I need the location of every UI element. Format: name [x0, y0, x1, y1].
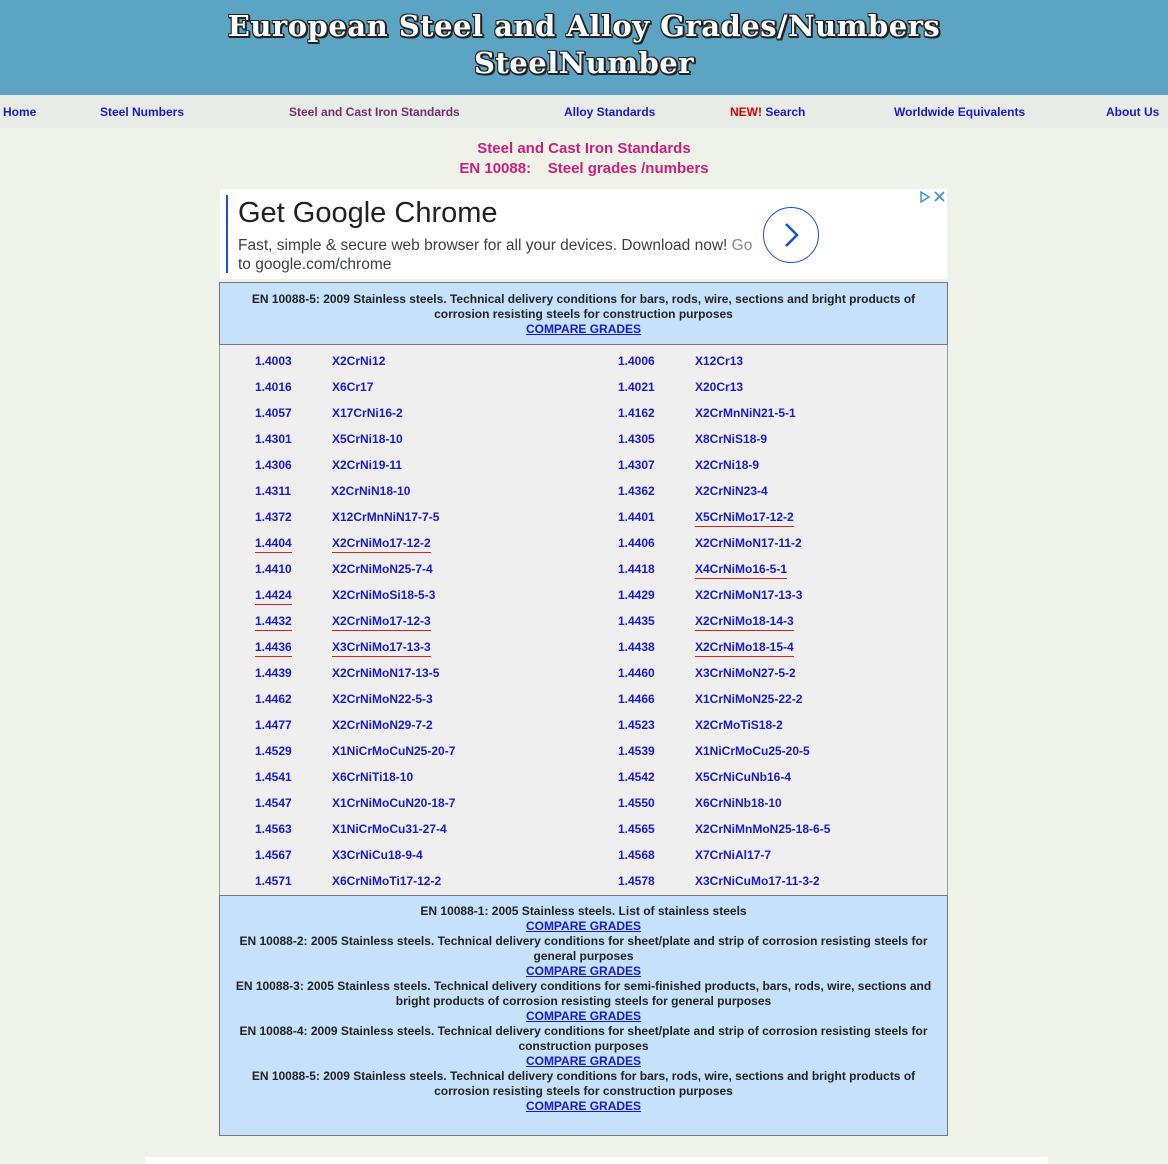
- grade-name-link[interactable]: X3CrNiCuMo17-11-3-2: [695, 874, 820, 888]
- page-heading: Steel and Cast Iron Standards: [477, 140, 691, 157]
- grade-number-link[interactable]: 1.4311: [255, 484, 292, 498]
- grade-number-link[interactable]: 1.4362: [618, 484, 655, 498]
- grade-number-link[interactable]: 1.4523: [618, 718, 655, 732]
- grade-number-link[interactable]: 1.4578: [618, 874, 655, 888]
- site-title-line2[interactable]: SteelNumber: [473, 46, 695, 80]
- grade-number-link[interactable]: 1.4406: [618, 536, 655, 550]
- grade-number-link[interactable]: 1.4541: [255, 770, 292, 784]
- standard-description: EN 10088-1: 2005 Stainless steels. List of stainless steels: [420, 904, 747, 918]
- grade-number-link[interactable]: 1.4057: [255, 406, 292, 420]
- nav-search-label: Search: [765, 105, 806, 119]
- grade-number-link[interactable]: 1.4466: [618, 692, 655, 706]
- grade-number-link[interactable]: 1.4435: [618, 614, 655, 628]
- grade-number-link[interactable]: 1.4438: [618, 640, 655, 654]
- grade-number-link[interactable]: 1.4460: [618, 666, 655, 680]
- grade-name-link[interactable]: X2CrNiN23-4: [695, 484, 768, 498]
- nav-worldwide-equivalents[interactable]: Worldwide Equivalents: [894, 105, 1026, 119]
- grade-number-link[interactable]: 1.4547: [255, 796, 292, 810]
- grade-name-link[interactable]: X1CrNiMoCuN20-18-7: [332, 796, 456, 810]
- grades-table: [219, 345, 948, 895]
- grade-number-link[interactable]: 1.4563: [255, 822, 292, 836]
- grade-name-link[interactable]: X6CrNiNb18-10: [695, 796, 782, 810]
- grade-number-link[interactable]: 1.4404: [255, 536, 292, 553]
- grade-number-link[interactable]: 1.4439: [255, 666, 292, 680]
- compare-grades-link[interactable]: COMPARE GRADES: [525, 1099, 642, 1113]
- grade-name-link[interactable]: X1NiCrMoCuN25-20-7: [332, 744, 456, 758]
- grade-name-link[interactable]: X2CrNiMoN29-7-2: [332, 718, 433, 732]
- grade-number-link[interactable]: 1.4429: [618, 588, 655, 602]
- grade-number-link[interactable]: 1.4571: [255, 874, 292, 888]
- grade-name-link[interactable]: X6CrNiMoTi17-12-2: [332, 874, 442, 888]
- grade-name-link[interactable]: X20Cr13: [695, 380, 744, 394]
- grade-number-link[interactable]: 1.4462: [255, 692, 292, 706]
- grade-name-link[interactable]: X2CrNiMoN17-11-2: [695, 536, 802, 550]
- grade-name-link[interactable]: X3CrNiCu18-9-4: [332, 848, 423, 862]
- grade-name-link[interactable]: X1NiCrMoCu31-27-4: [332, 822, 447, 836]
- grade-number-link[interactable]: 1.4418: [618, 562, 655, 576]
- page-subheading: EN 10088: Steel grades /numbers: [459, 160, 709, 177]
- site-header: [0, 0, 1168, 95]
- nav-search[interactable]: [730, 105, 805, 119]
- grade-name-link[interactable]: X2CrMnNiN21-5-1: [695, 406, 796, 420]
- grade-name-link[interactable]: X2CrNiMo17-12-2: [332, 536, 431, 553]
- grade-number-link[interactable]: 1.4567: [255, 848, 292, 862]
- grade-name-link[interactable]: X1CrNiMoN25-22-2: [695, 692, 803, 706]
- compare-grades-link[interactable]: COMPARE GRADES: [525, 322, 642, 336]
- ad-link: to google.com/chrome: [238, 256, 392, 273]
- compare-grades-link[interactable]: COMPARE GRADES: [525, 919, 642, 933]
- grade-number-link[interactable]: 1.4410: [255, 562, 292, 576]
- grade-number-link[interactable]: 1.4305: [618, 432, 655, 446]
- grade-name-link[interactable]: X3CrNiMo17-13-3: [332, 640, 431, 657]
- grade-number-link[interactable]: 1.4006: [618, 354, 655, 368]
- grade-name-link[interactable]: X2CrNiMo18-15-4: [695, 640, 794, 657]
- main-nav: [0, 95, 1168, 128]
- grade-name-link[interactable]: X6CrNiTi18-10: [332, 770, 414, 784]
- grade-name-link[interactable]: X3CrNiMoN27-5-2: [695, 666, 796, 680]
- grade-number-link[interactable]: 1.4542: [618, 770, 655, 784]
- grade-number-link[interactable]: 1.4529: [255, 744, 292, 758]
- nav-alloy-standards[interactable]: Alloy Standards: [564, 105, 656, 119]
- footer-strip: [145, 1157, 1048, 1164]
- grade-number-link[interactable]: 1.4016: [255, 380, 292, 394]
- compare-grades-link[interactable]: COMPARE GRADES: [525, 964, 642, 978]
- grade-name-link[interactable]: X2CrNiMnMoN25-18-6-5: [695, 822, 831, 836]
- grade-name-link[interactable]: X7CrNiAl17-7: [695, 848, 772, 862]
- standard-description: EN 10088-3: 2005 Stainless steels. Technical delivery conditions for semi-finished products, bars, rods, wire, sections and bright products of corrosion resisting steels for general purposes: [235, 979, 932, 1008]
- grade-name-link[interactable]: X4CrNiMo16-5-1: [695, 562, 787, 579]
- grade-name-link[interactable]: X5CrNi18-10: [332, 432, 403, 446]
- standards-list-box: [219, 895, 948, 1136]
- new-badge: NEW!: [730, 105, 762, 119]
- grade-name-link[interactable]: X2CrNi19-11: [332, 458, 403, 472]
- grade-number-link[interactable]: 1.4550: [618, 796, 655, 810]
- grade-name-link[interactable]: X17CrNi16-2: [332, 406, 403, 420]
- nav-home[interactable]: Home: [3, 105, 37, 119]
- standard-header-text: EN 10088-5: 2009 Stainless steels. Technical delivery conditions for bars, rods, wire, sections and bright products of corrosion resisting steels for construction purposes: [251, 292, 916, 321]
- grade-name-link[interactable]: X2CrNiMoN22-5-3: [332, 692, 433, 706]
- grade-name-link[interactable]: X2CrNiMo17-12-3: [332, 614, 431, 631]
- nav-about[interactable]: About Us: [1106, 105, 1160, 119]
- grade-number-link[interactable]: 1.4306: [255, 458, 292, 472]
- grade-number-link[interactable]: 1.4021: [618, 380, 655, 394]
- ad-go: Go: [731, 237, 753, 254]
- grade-name-link[interactable]: X5CrNiMo17-12-2: [695, 510, 794, 527]
- grade-name-link[interactable]: X1NiCrMoCu25-20-5: [695, 744, 810, 758]
- grade-name-link[interactable]: X2CrNiN18-10: [331, 484, 411, 498]
- compare-grades-link[interactable]: COMPARE GRADES: [525, 1009, 642, 1023]
- grade-name-link[interactable]: X12CrMnNiN17-7-5: [332, 510, 440, 524]
- grade-number-link[interactable]: 1.4372: [255, 510, 292, 524]
- ad-choices-icon[interactable]: [917, 189, 947, 205]
- grade-name-link[interactable]: X2CrMoTiS18-2: [695, 718, 783, 732]
- standard-description: EN 10088-4: 2009 Stainless steels. Technical delivery conditions for sheet/plate and strip of corrosion resisting steels for construction purposes: [239, 1024, 928, 1053]
- grade-name-link[interactable]: X5CrNiCuNb16-4: [695, 770, 792, 784]
- grade-number-link[interactable]: 1.4568: [618, 848, 655, 862]
- grade-name-link[interactable]: X8CrNiS18-9: [695, 432, 768, 446]
- grade-number-link[interactable]: 1.4436: [255, 640, 292, 657]
- grade-number-link[interactable]: 1.4424: [255, 588, 292, 605]
- grade-name-link[interactable]: X2CrNiMoN17-13-3: [695, 588, 803, 602]
- ad-title[interactable]: Get Google Chrome: [238, 197, 498, 229]
- grade-number-link[interactable]: 1.4432: [255, 614, 292, 631]
- grade-number-link[interactable]: 1.4307: [618, 458, 655, 472]
- grade-name-link[interactable]: X12Cr13: [695, 354, 744, 368]
- grade-name-link[interactable]: X2CrNi18-9: [695, 458, 760, 472]
- grade-name-link[interactable]: X6Cr17: [332, 380, 374, 394]
- ad-body-text: Fast, simple & secure web browser for all your devices. Download now!: [238, 237, 728, 254]
- standard-description: EN 10088-5: 2009 Stainless steels. Technical delivery conditions for bars, rods, wire, sections and bright products of corrosion resisting steels for construction purposes: [251, 1069, 916, 1098]
- standard-description: EN 10088-2: 2005 Stainless steels. Technical delivery conditions for sheet/plate and strip of corrosion resisting steels for general purposes: [239, 934, 928, 963]
- grade-name-link[interactable]: X2CrNiMoN25-7-4: [332, 562, 433, 576]
- grade-name-link[interactable]: X2CrNi12: [332, 354, 386, 368]
- grade-number-link[interactable]: 1.4565: [618, 822, 655, 836]
- nav-steel-cast-iron-standards[interactable]: Steel and Cast Iron Standards: [289, 105, 460, 119]
- chevron-right-icon[interactable]: [763, 207, 819, 263]
- grade-name-link[interactable]: X2CrNiMoSi18-5-3: [332, 588, 436, 602]
- grade-number-link[interactable]: 1.4162: [618, 406, 655, 420]
- grade-number-link[interactable]: 1.4539: [618, 744, 655, 758]
- nav-steel-numbers[interactable]: Steel Numbers: [100, 105, 185, 119]
- standard-header-box: [219, 282, 948, 345]
- grade-number-link[interactable]: 1.4003: [255, 354, 292, 368]
- grade-number-link[interactable]: 1.4477: [255, 718, 292, 732]
- ad-body[interactable]: [238, 236, 758, 274]
- compare-grades-link[interactable]: COMPARE GRADES: [525, 1054, 642, 1068]
- site-title-line1[interactable]: European Steel and Alloy Grades/Numbers: [227, 9, 941, 43]
- site-title[interactable]: [0, 0, 1168, 82]
- grade-name-link[interactable]: X2CrNiMoN17-13-5: [332, 666, 440, 680]
- grade-number-link[interactable]: 1.4301: [255, 432, 292, 446]
- ad-accent-bar: [226, 195, 228, 273]
- ad-banner[interactable]: [220, 189, 947, 279]
- grade-number-link[interactable]: 1.4401: [618, 510, 655, 524]
- grade-name-link[interactable]: X2CrNiMo18-14-3: [695, 614, 794, 631]
